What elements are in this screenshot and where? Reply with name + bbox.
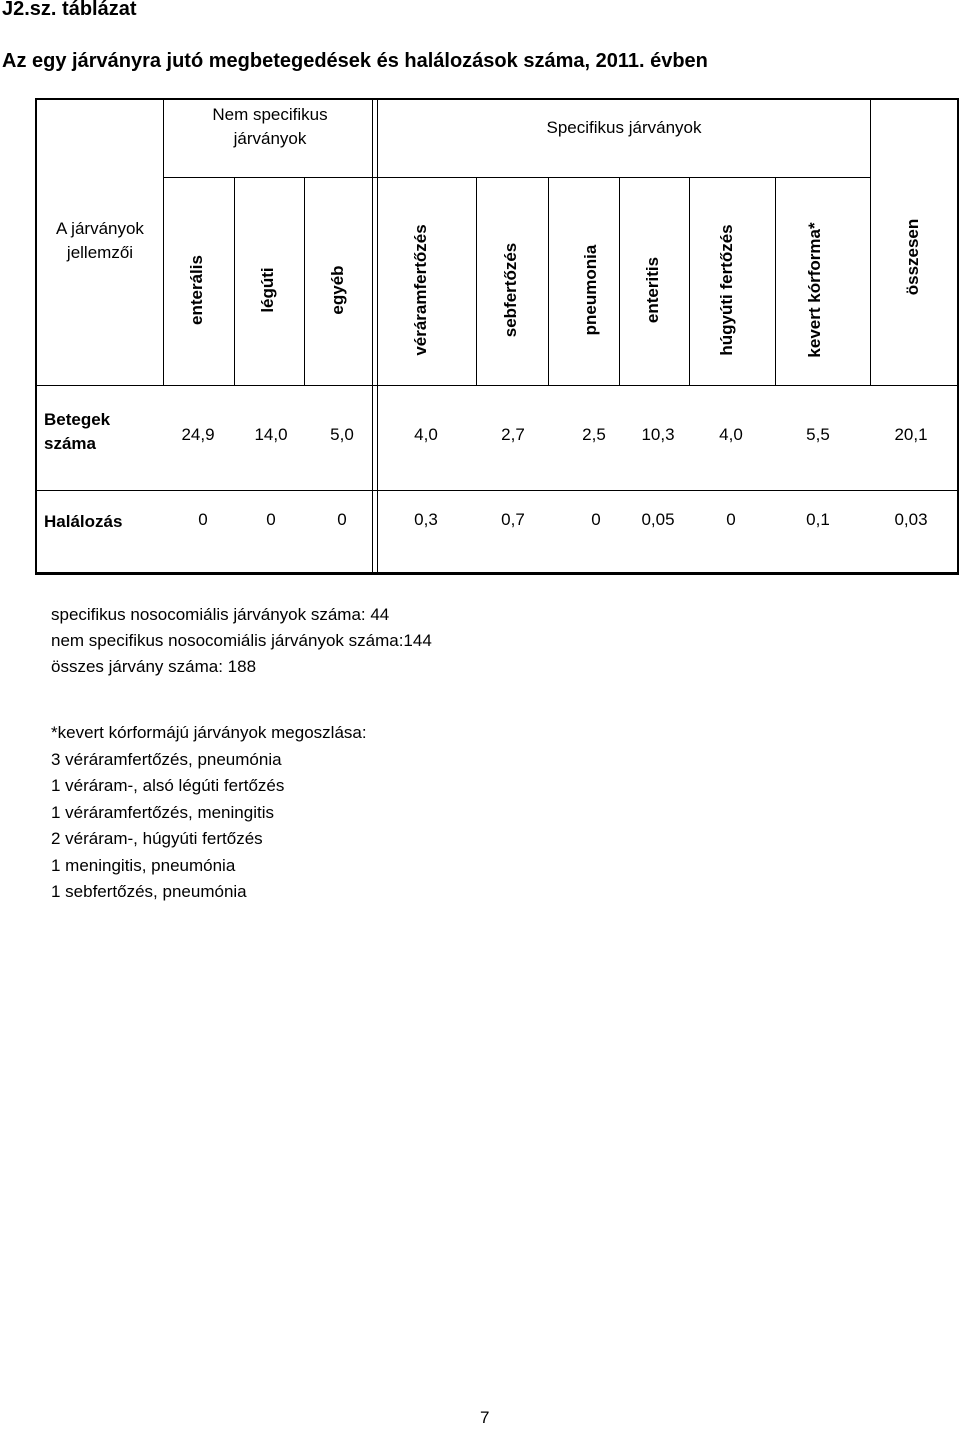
table-cell: 0: [726, 510, 736, 529]
table-title: Az egy járványra jutó megbetegedések és halálozások száma, 2011. évben: [2, 50, 708, 72]
table-border-left: [35, 98, 37, 575]
table-cell: 0,1: [806, 510, 830, 529]
col-header-8: kevert kórforma*: [805, 222, 824, 358]
header-bottom-line: [36, 385, 958, 386]
note-line: nem specifikus nosocomiális járványok száma:144: [51, 631, 432, 650]
table-cell: 0: [337, 510, 347, 529]
header-separator: [163, 177, 870, 178]
note-line: specifikus nosocomiális járványok száma: 44: [51, 605, 390, 624]
note-line: összes járvány száma: 188: [51, 657, 257, 676]
table-cell: 2,5: [582, 425, 606, 444]
group-nem-specifikus-text: Nem specifikus járványok: [212, 105, 328, 148]
table-cell: 0: [198, 510, 208, 529]
mixed-breakdown-line: 1 véráram-, alsó légúti fertőzés: [51, 776, 285, 795]
table-border-bottom: [36, 572, 958, 575]
table-cell: 2,7: [501, 425, 525, 444]
group-specifikus-text: Specifikus járványok: [546, 118, 702, 137]
col-line-1: [163, 99, 164, 386]
col-line-4a: [372, 99, 373, 574]
table-cell: 4,0: [719, 425, 743, 444]
group-specifikus: [378, 100, 870, 156]
col-header-3: véráramfertőzés: [411, 224, 430, 356]
notes-block: [51, 602, 432, 680]
row-label-betegek: Betegek száma: [44, 410, 111, 453]
table-cell: 20,1: [894, 425, 928, 444]
mixed-breakdown-line: *kevert kórformájú járványok megoszlása:: [51, 723, 367, 742]
table-cell: 0: [266, 510, 276, 529]
col-line-5: [476, 178, 477, 386]
col-line-7: [619, 178, 620, 386]
table-cell: 0,03: [894, 510, 928, 529]
table-cell: 0,05: [641, 510, 675, 529]
mixed-breakdown-line: 3 véráramfertőzés, pneumónia: [51, 749, 282, 769]
row-separator: [36, 490, 958, 491]
mixed-breakdown-line: 2 véráram-, húgyúti fertőzés: [51, 829, 263, 848]
mixed-breakdown-line: 1 sebfertőzés, pneumónia: [51, 882, 247, 901]
col-header-9: összesen: [903, 218, 922, 296]
table-cell: 14,0: [254, 425, 288, 444]
epidemic-table: [0, 0, 960, 580]
table-border-right: [957, 98, 959, 575]
mixed-breakdown-block: [51, 720, 367, 906]
mixed-breakdown-line: 1 véráramfertőzés, meningitis: [51, 802, 274, 822]
col-line-8: [689, 178, 690, 386]
table-label: J2.sz. táblázat: [2, 0, 137, 20]
col-line-10: [870, 99, 871, 386]
col-line-2: [234, 178, 235, 386]
table-cell: 0,7: [501, 510, 525, 529]
mixed-breakdown-line: 1 meningitis, pneumónia: [51, 855, 236, 875]
col-header-5: pneumonia: [581, 244, 600, 336]
page-number: 7: [480, 1408, 490, 1427]
col-header-0: enterális: [187, 255, 206, 325]
table-cell: 24,9: [181, 425, 215, 444]
table-cell: 0,3: [414, 510, 438, 529]
table-border-top: [36, 98, 958, 100]
row-header-cell: [37, 216, 163, 266]
col-line-3: [304, 178, 305, 386]
table-cell: 5,0: [330, 425, 354, 444]
row-label-halalozas: Halálozás: [44, 512, 123, 531]
table-cell: 10,3: [641, 425, 675, 444]
col-header-6: enteritis: [643, 256, 662, 324]
table-cell: 4,0: [414, 425, 438, 444]
col-line-4b: [377, 99, 378, 574]
col-line-9: [775, 178, 776, 386]
group-nem-specifikus: [190, 100, 350, 154]
table-cell: 5,5: [806, 425, 830, 444]
col-header-7: húgyúti fertőzés: [717, 224, 736, 356]
col-line-6: [548, 178, 549, 386]
col-header-2: egyéb: [328, 265, 347, 315]
table-cell: 0: [591, 510, 601, 529]
col-header-4: sebfertőzés: [501, 242, 520, 338]
row-header-text: A járványok jellemzői: [56, 219, 144, 262]
col-header-1: légúti: [258, 267, 277, 313]
